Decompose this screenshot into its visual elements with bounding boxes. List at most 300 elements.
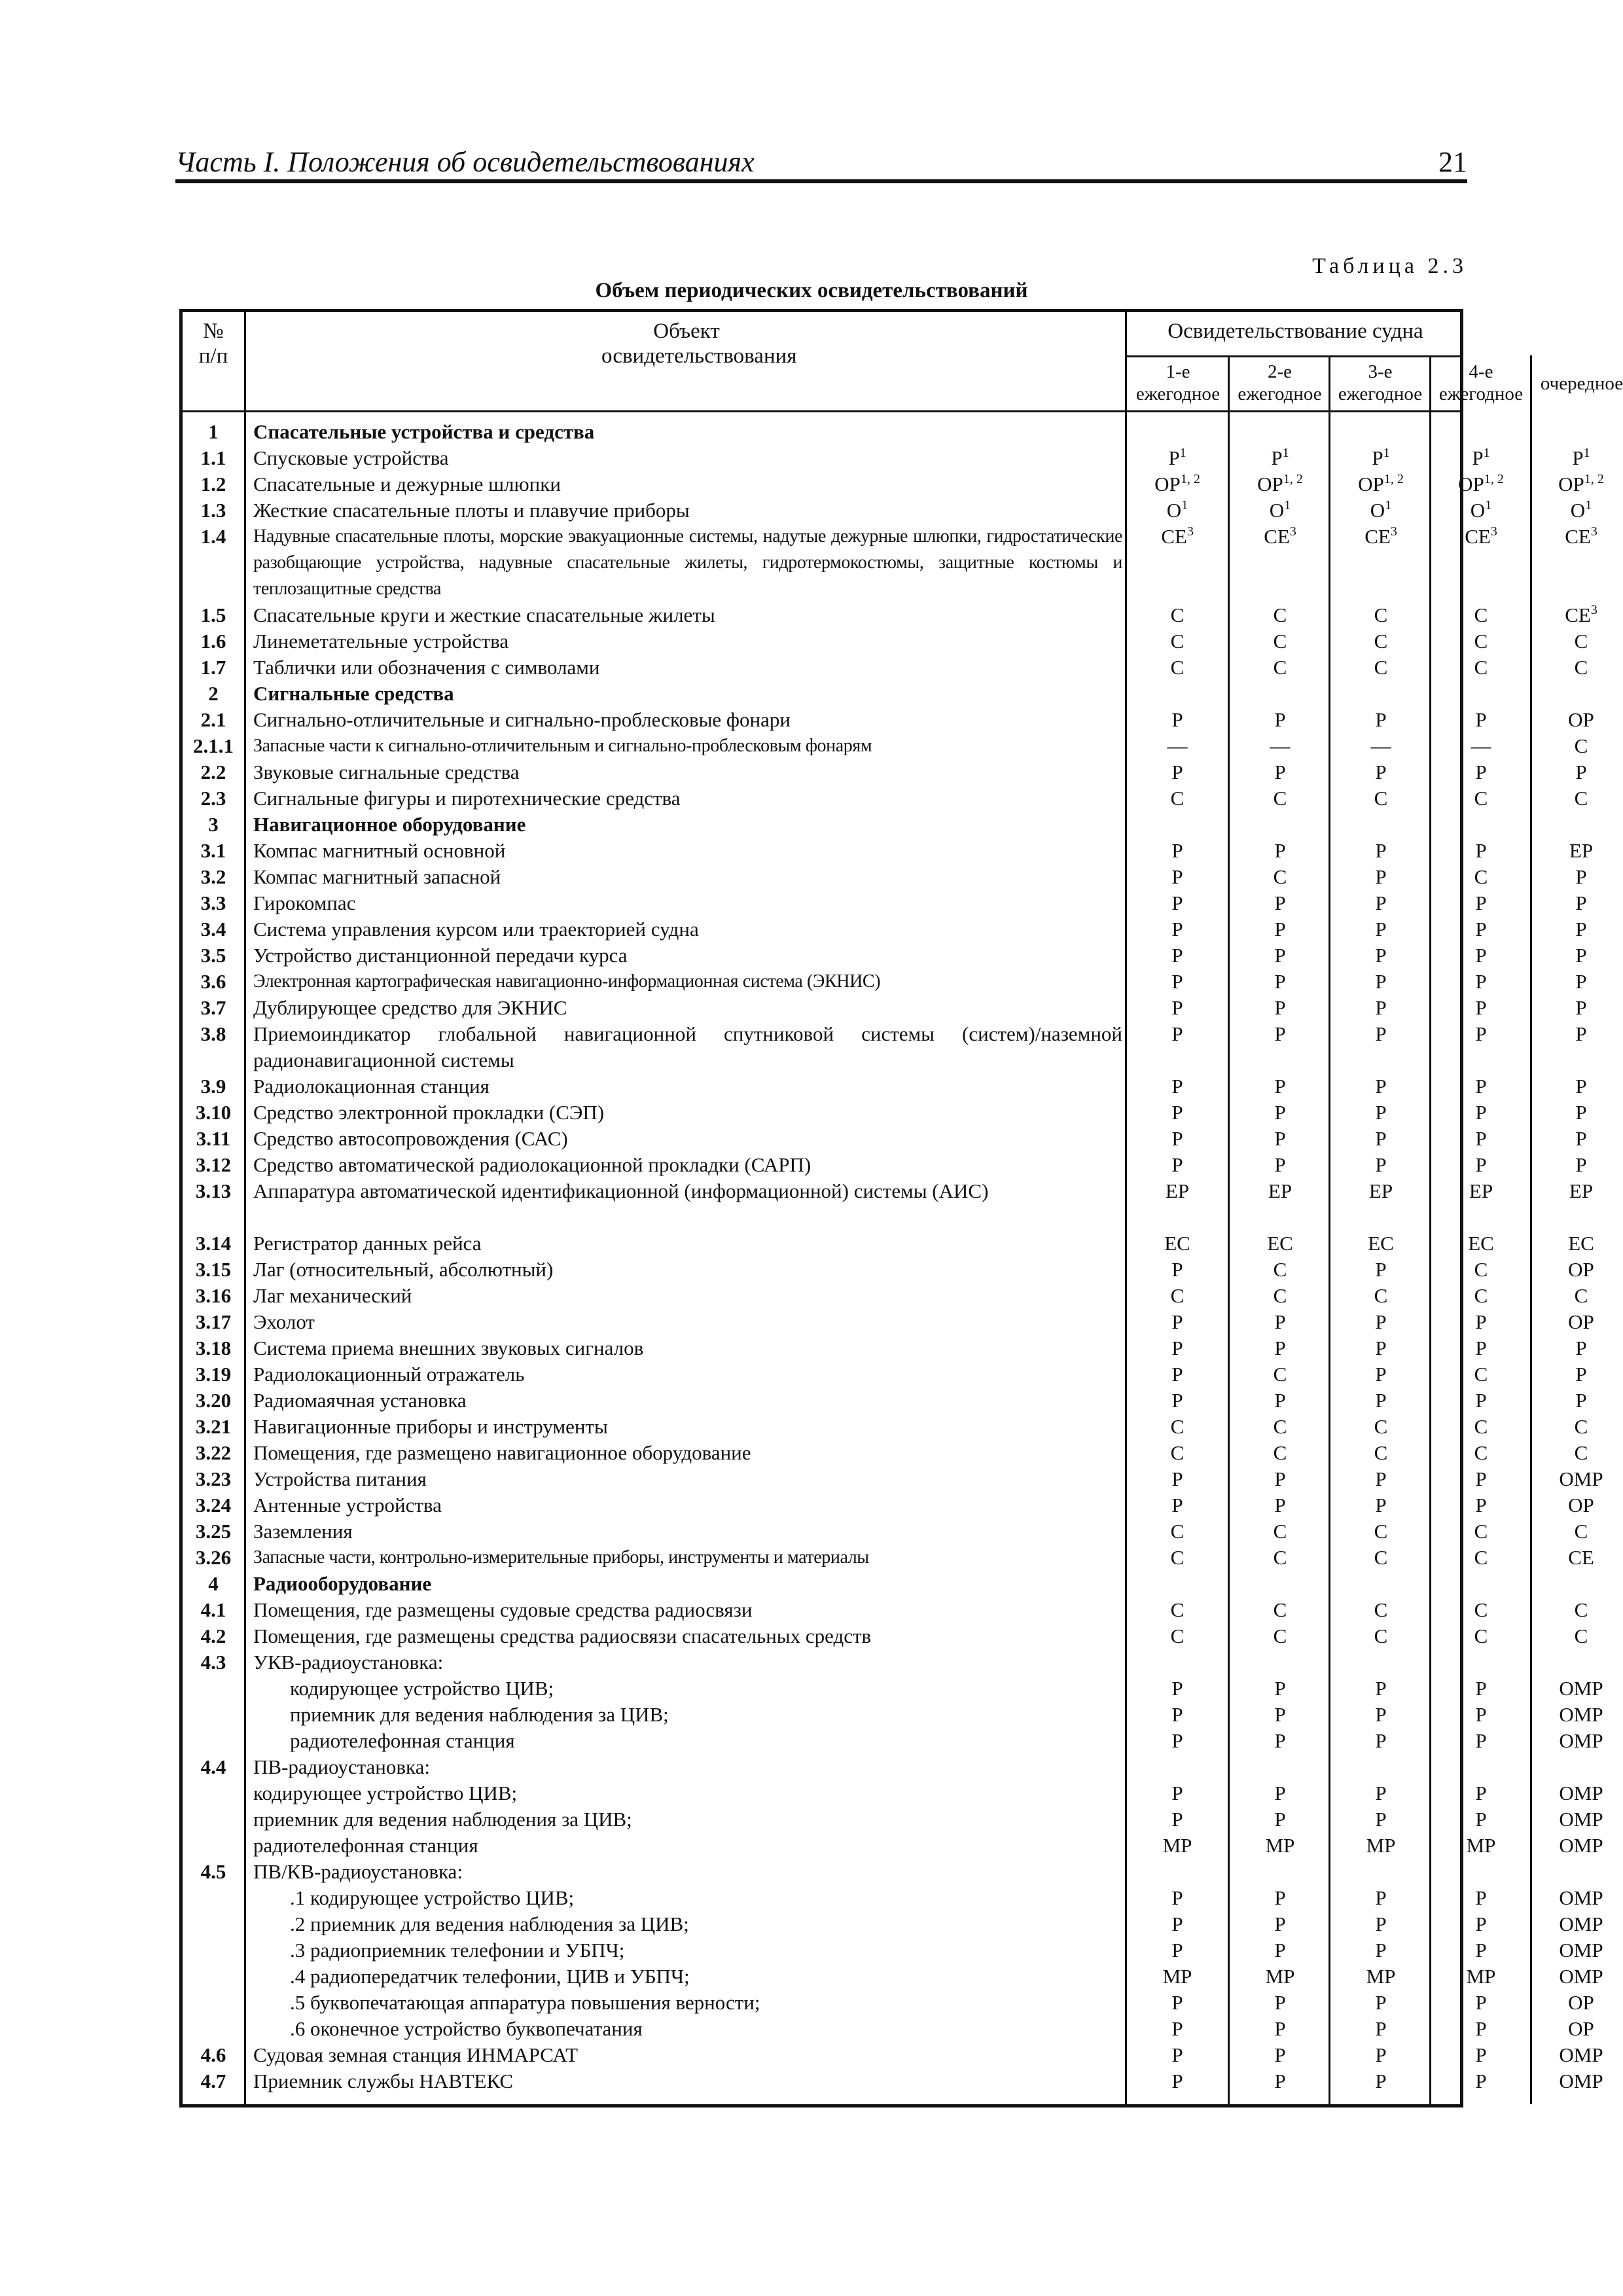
row-number: 3.19 <box>195 1363 232 1386</box>
row-object-name: Помещения, где размещены судовые средства радиосвязи <box>253 1598 753 1621</box>
row-survey-value: Р <box>1171 918 1183 941</box>
row-number: 2.3 <box>200 787 226 810</box>
row-number: 1.4 <box>200 525 226 548</box>
row-survey-value: ОМР <box>1559 2070 1603 2092</box>
row-survey-value: Р <box>1475 761 1487 783</box>
row-object-name: ПВ/КВ-радиоустановка: <box>253 1860 463 1883</box>
row-object-name: Устройство дистанционной передачи курса <box>253 944 628 967</box>
row-survey-value: С <box>1574 1520 1588 1543</box>
row-survey-value: Р <box>1475 708 1487 731</box>
row-number: 3.14 <box>195 1232 232 1255</box>
footnote-ref: 1 <box>1385 498 1392 512</box>
table-row <box>183 681 1460 707</box>
table-row <box>183 1885 1603 1911</box>
table-row <box>183 1964 1603 1990</box>
row-survey-value: Р <box>1375 1022 1387 1045</box>
row-survey-value: Р <box>1375 1363 1387 1386</box>
row-survey-value: Р <box>1375 1939 1387 1962</box>
row-survey-value: Р <box>1171 1729 1183 1752</box>
row-survey-value: Р <box>1475 1729 1487 1752</box>
row-survey-value: Р <box>1375 1075 1387 1098</box>
table-row <box>183 1230 1594 1257</box>
row-survey-value: МР <box>1466 1965 1496 1988</box>
row-survey-value: Р <box>1375 2043 1387 2066</box>
row-number: 3.15 <box>195 1258 232 1281</box>
row-survey-value: Р <box>1475 996 1487 1019</box>
row-survey-value: ОМР <box>1559 1467 1603 1490</box>
row-survey-value: Р <box>1375 839 1387 862</box>
row-survey-value: С <box>1474 1441 1488 1464</box>
row-number: 4.5 <box>200 1860 226 1883</box>
row-survey-value: Р <box>1274 1886 1286 1909</box>
row-survey-value: — <box>1270 734 1291 757</box>
row-survey-value: С <box>1474 787 1488 810</box>
row-survey-value: С <box>1374 603 1388 626</box>
table-row <box>183 1597 1588 1623</box>
row-survey-value: С <box>1170 603 1185 626</box>
table-row <box>183 1361 1587 1388</box>
row-survey-value: Р <box>1171 970 1183 993</box>
row-survey-value: С <box>1574 1624 1588 1647</box>
row-survey-value: ЕР <box>1268 1179 1293 1202</box>
table-row <box>183 1335 1587 1361</box>
row-object-name: Сигнально-отличительные и сигнально-проблесковые фонари <box>253 708 791 731</box>
row-survey-value: $Р^1$ <box>1168 446 1186 469</box>
row-survey-value: Р <box>1171 1677 1183 1700</box>
row-object-name: Лаг (относительный, абсолютный) <box>253 1258 554 1281</box>
row-object-name: Компас магнитный основной <box>253 839 506 862</box>
row-object-name: Судовая земная станция ИНМАРСАТ <box>253 2043 578 2066</box>
row-survey-value: С <box>1273 787 1287 810</box>
row-object-name: Надувные спасательные плоты, морские эвакуационные системы, надутые дежурные шлюпки, гидростатические разобщающие устройства, надувные спасательные жилеты, гидротермокостюмы, защитные костюмы и теплозащитные средства <box>253 526 1122 599</box>
row-survey-value: Р <box>1375 1127 1387 1150</box>
row-survey-value: Р <box>1171 1310 1183 1333</box>
table-row <box>183 1702 1603 1728</box>
row-survey-value: С <box>1273 630 1287 653</box>
table-row <box>183 2016 1594 2042</box>
row-survey-value: Р <box>1375 1886 1387 1909</box>
table-row <box>183 812 1460 838</box>
row-survey-value: Р <box>1475 1389 1487 1412</box>
row-survey-value: Р <box>1171 2070 1183 2092</box>
row-survey-value: СЕ <box>1568 1546 1594 1569</box>
row-survey-value: С <box>1374 1598 1388 1621</box>
row-survey-value: Р <box>1171 865 1183 888</box>
table-label: Таблица 2.3 <box>1312 254 1467 278</box>
row-survey-value: Р <box>1375 1153 1387 1176</box>
row-survey-value: С <box>1374 1441 1388 1464</box>
header-survey-group: Освидетельствование судна <box>1168 319 1423 343</box>
footnote-ref: 1 <box>1483 446 1490 460</box>
row-survey-value: С <box>1374 1520 1388 1543</box>
row-survey-value: С <box>1170 1441 1185 1464</box>
row-survey-value: Р <box>1575 1075 1587 1098</box>
row-survey-value: С <box>1374 630 1388 653</box>
row-survey-value: Р <box>1475 2070 1487 2092</box>
table-row <box>183 1571 1460 1597</box>
row-survey-value: Р <box>1575 1101 1587 1124</box>
row-survey-value: Р <box>1171 1075 1183 1098</box>
row-survey-value: С <box>1170 1520 1185 1543</box>
footnote-ref: 1 <box>1585 498 1592 512</box>
row-object-name: Спусковые устройства <box>253 446 449 469</box>
row-object-name: Сигнальные средства <box>253 682 454 705</box>
row-survey-value: С <box>1170 630 1185 653</box>
table-row <box>183 916 1587 942</box>
footnote-ref: 1 <box>1179 446 1186 460</box>
row-survey-value: Р <box>1575 865 1587 888</box>
row-survey-value: Р <box>1171 839 1183 862</box>
row-survey-value: Р <box>1274 970 1286 993</box>
row-survey-value: Р <box>1475 1912 1487 1935</box>
row-number: 3.1 <box>200 839 226 862</box>
row-survey-value: С <box>1474 1546 1488 1569</box>
footnote-ref: 3 <box>1590 524 1597 539</box>
row-survey-value: Р <box>1475 1310 1487 1333</box>
row-survey-value: Р <box>1171 1153 1183 1176</box>
row-number: 3.21 <box>195 1415 232 1438</box>
row-survey-value: Р <box>1274 1991 1286 2014</box>
header-c3: 3-е ежегодное <box>1338 361 1423 404</box>
row-survey-value: Р <box>1575 1127 1587 1150</box>
row-number: 3.25 <box>195 1520 232 1543</box>
row-object-name: Лаг механический <box>253 1284 412 1307</box>
row-survey-value: С <box>1273 1520 1287 1543</box>
row-survey-value: С <box>1273 1258 1287 1281</box>
table-row <box>183 1806 1603 1833</box>
table-row <box>183 759 1587 785</box>
row-survey-value: ОР$^{1, 2}$ <box>1154 472 1200 495</box>
table-row <box>183 1623 1588 1649</box>
row-survey-value: С <box>1474 1624 1488 1647</box>
row-survey-value: Р <box>1475 918 1487 941</box>
row-survey-value: — <box>1471 734 1491 757</box>
row-survey-value: С <box>1574 1441 1588 1464</box>
row-survey-value: Р <box>1171 1389 1183 1412</box>
row-survey-value: С <box>1170 1624 1185 1647</box>
row-survey-value: ОР <box>1568 1310 1594 1333</box>
row-survey-value: ОМР <box>1559 2043 1603 2066</box>
row-survey-value: С <box>1170 787 1185 810</box>
row-number: 3.16 <box>195 1284 232 1307</box>
row-number: 4.4 <box>200 1755 226 1778</box>
row-survey-value: С <box>1374 787 1388 810</box>
row-survey-value: Р <box>1274 1101 1286 1124</box>
row-number: 4 <box>208 1572 219 1595</box>
row-survey-value: ОМР <box>1559 1677 1603 1700</box>
table-row <box>183 890 1587 916</box>
row-survey-value: С <box>1273 1415 1287 1438</box>
row-survey-value: $СЕ^3$ <box>1364 524 1397 548</box>
row-survey-value: ОР <box>1568 1494 1594 1516</box>
row-number: 3.8 <box>200 1022 226 1045</box>
row-survey-value: МР <box>1162 1965 1192 1988</box>
footnote-ref: 1 <box>1282 446 1289 460</box>
row-survey-value: Р <box>1575 1022 1587 1045</box>
row-survey-value: С <box>1574 734 1588 757</box>
row-survey-value: ЕС <box>1468 1232 1494 1255</box>
table-row <box>183 1257 1594 1283</box>
row-object-name: Гирокомпас <box>253 891 356 914</box>
table-row <box>183 1283 1588 1309</box>
table-row <box>183 1990 1594 2016</box>
row-survey-value: С <box>1170 1598 1185 1621</box>
row-number: 3.18 <box>195 1336 232 1359</box>
footnote-ref: 1 <box>1284 498 1291 512</box>
footnote-ref: 1, 2 <box>1584 472 1604 486</box>
row-survey-value: С <box>1374 1415 1388 1438</box>
row-object-name: Устройства питания <box>253 1467 427 1490</box>
row-survey-value: ОМР <box>1559 1965 1603 1988</box>
row-object-name: Радиолокационная станция <box>253 1075 490 1098</box>
row-survey-value: Р <box>1171 1363 1183 1386</box>
row-survey-value: С <box>1574 787 1588 810</box>
row-survey-value: С <box>1474 1415 1488 1438</box>
row-object-name: Приемник службы НАВТЕКС <box>253 2070 514 2092</box>
footnote-ref: 3 <box>1390 524 1397 539</box>
row-survey-value: С <box>1574 1284 1588 1307</box>
row-survey-value: Р <box>1171 1782 1183 1804</box>
row-survey-value: Р <box>1475 1939 1487 1962</box>
row-object-name: Навигационные приборы и инструменты <box>253 1415 608 1438</box>
table-row <box>183 1728 1603 1754</box>
row-survey-value: ОР <box>1568 1258 1594 1281</box>
row-number: 3.24 <box>195 1494 232 1516</box>
row-survey-value: Р <box>1575 970 1587 993</box>
row-object-name: Сигнальные фигуры и пиротехнические средства <box>253 787 681 810</box>
table-row <box>183 1676 1603 1702</box>
row-number: 2.1.1 <box>193 734 234 757</box>
row-object-name: Приемоиндикатор глобальной навигационной спутниковой системы (систем)/наземной радионавигационной системы <box>253 1022 1122 1071</box>
row-survey-value: Р <box>1375 1101 1387 1124</box>
row-survey-value: ЕС <box>1267 1232 1293 1255</box>
header-c2: 2-е ежегодное <box>1238 361 1322 404</box>
page-number: 21 <box>1438 146 1467 178</box>
row-number: 3.20 <box>195 1389 232 1412</box>
row-survey-value: Р <box>1171 1703 1183 1726</box>
row-survey-value: Р <box>1274 1467 1286 1490</box>
row-survey-value: Р <box>1575 918 1587 941</box>
row-survey-value: Р <box>1171 761 1183 783</box>
row-survey-value: Р <box>1375 1703 1387 1726</box>
row-survey-value: Р <box>1575 761 1587 783</box>
row-survey-value: Р <box>1274 1939 1286 1962</box>
row-survey-value: ОМР <box>1559 1729 1603 1752</box>
row-survey-value: С <box>1474 1598 1488 1621</box>
table-row <box>183 1309 1594 1335</box>
row-survey-value: $Р^1$ <box>1372 446 1390 469</box>
row-number: 3.9 <box>200 1075 226 1098</box>
row-survey-value: $Р^1$ <box>1572 446 1590 469</box>
row-survey-value: Р <box>1375 944 1387 967</box>
row-object-name: Антенные устройства <box>253 1494 442 1516</box>
row-survey-value: Р <box>1171 944 1183 967</box>
row-number: 1.5 <box>200 603 226 626</box>
row-survey-value: ОР$^{1, 2}$ <box>1257 472 1303 495</box>
row-survey-value: С <box>1273 865 1287 888</box>
row-survey-value: Р <box>1171 1991 1183 2014</box>
row-survey-value: Р <box>1375 891 1387 914</box>
row-object-name: Жесткие спасательные плоты и плавучие приборы <box>253 499 690 522</box>
table-row <box>183 838 1594 864</box>
table-row <box>183 445 1590 471</box>
row-object-name: Навигационное оборудование <box>253 813 526 836</box>
row-number: 3 <box>208 813 219 836</box>
table-row <box>183 707 1594 733</box>
row-number: 1 <box>208 420 219 443</box>
row-number: 3.17 <box>195 1310 232 1333</box>
row-survey-value: Р <box>1274 1494 1286 1516</box>
table-row <box>183 1414 1588 1440</box>
table-row <box>183 733 1588 759</box>
row-survey-value: С <box>1170 1415 1185 1438</box>
row-survey-value: С <box>1574 1598 1588 1621</box>
row-number: 3.12 <box>195 1153 232 1176</box>
table-title: Объем периодических освидетельствований <box>595 279 1028 302</box>
table-row <box>183 942 1587 969</box>
row-object-name: Регистратор данных рейса <box>253 1232 482 1255</box>
row-number: 3.26 <box>195 1546 232 1569</box>
row-survey-value: Р <box>1575 1153 1587 1176</box>
row-survey-value: Р <box>1375 1808 1387 1831</box>
row-survey-value: Р <box>1375 1389 1387 1412</box>
row-object-name: Запасные части к сигнально-отличительным и сигнально-проблесковым фонарям <box>253 736 872 756</box>
row-survey-value: Р <box>1274 2043 1286 2066</box>
row-survey-value: $СЕ^3$ <box>1264 524 1296 548</box>
row-survey-value: Р <box>1274 1153 1286 1176</box>
table-row <box>183 1937 1603 1964</box>
row-survey-value: Р <box>1274 1310 1286 1333</box>
row-survey-value: ЕС <box>1164 1232 1190 1255</box>
row-survey-value: Р <box>1375 1729 1387 1752</box>
row-survey-value: Р <box>1171 1101 1183 1124</box>
row-survey-value: $СЕ^3$ <box>1565 603 1597 626</box>
row-survey-value: Р <box>1375 708 1387 731</box>
row-survey-value: С <box>1273 1363 1287 1386</box>
row-survey-value: Р <box>1475 1494 1487 1516</box>
row-survey-value: С <box>1374 656 1388 679</box>
row-object-name: Радиолокационный отражатель <box>253 1363 525 1386</box>
row-survey-value: МР <box>1162 1834 1192 1857</box>
row-survey-value: С <box>1170 1284 1185 1307</box>
row-survey-value: С <box>1273 1624 1287 1647</box>
row-survey-value: ЕС <box>1568 1232 1594 1255</box>
row-number: 4.1 <box>200 1598 226 1621</box>
table-row <box>183 2042 1603 2068</box>
row-survey-value: $СЕ^3$ <box>1161 524 1194 548</box>
row-survey-value: Р <box>1375 761 1387 783</box>
row-survey-value: ОР <box>1568 708 1594 731</box>
row-survey-value: С <box>1474 1363 1488 1386</box>
row-survey-value: Р <box>1375 865 1387 888</box>
table-row <box>183 1152 1587 1178</box>
table-row <box>183 471 1604 497</box>
row-survey-value: Р <box>1475 1886 1487 1909</box>
row-number: 3.11 <box>196 1127 231 1150</box>
row-survey-value: ЕР <box>1569 839 1594 862</box>
row-number: 2.1 <box>200 708 226 731</box>
row-survey-value: Р <box>1274 1729 1286 1752</box>
row-survey-value: Р <box>1171 1022 1183 1045</box>
row-number: 3.10 <box>195 1101 232 1124</box>
table-row <box>183 419 1460 445</box>
row-survey-value: С <box>1170 1546 1185 1569</box>
row-survey-value: Р <box>1375 918 1387 941</box>
footnote-ref: 3 <box>1186 524 1194 539</box>
footnote-ref: 1 <box>1583 446 1590 460</box>
row-survey-value: ОР <box>1568 1991 1594 2014</box>
row-number: 1.3 <box>200 499 226 522</box>
row-survey-value: Р <box>1274 1336 1286 1359</box>
row-survey-value: ЕС <box>1368 1232 1394 1255</box>
row-survey-value: Р <box>1274 2017 1286 2040</box>
row-survey-value: ОМР <box>1559 1834 1603 1857</box>
row-object-name: Заземления <box>253 1520 353 1543</box>
row-object-name: радиотелефонная станция <box>253 1834 478 1857</box>
row-survey-value: ЕР <box>1469 1179 1493 1202</box>
footnote-ref: 3 <box>1590 603 1597 617</box>
row-object-name: .3 радиоприемник телефонии и УБПЧ; <box>290 1939 625 1962</box>
row-survey-value: Р <box>1475 839 1487 862</box>
row-survey-value: Р <box>1171 2043 1183 2066</box>
row-object-name: Средство автоматической радиолокационной прокладки (САРП) <box>253 1153 812 1176</box>
row-survey-value: $О^1$ <box>1470 498 1492 522</box>
row-object-name: ПВ-радиоустановка: <box>253 1755 430 1778</box>
row-survey-value: Р <box>1274 1808 1286 1831</box>
row-survey-value: Р <box>1475 1127 1487 1150</box>
header-c4: 4-е ежегодное <box>1438 361 1524 404</box>
row-survey-value: Р <box>1274 891 1286 914</box>
row-survey-value: $СЕ^3$ <box>1465 524 1497 548</box>
row-survey-value: Р <box>1171 1467 1183 1490</box>
page-header <box>175 140 1467 183</box>
row-survey-value: Р <box>1375 1677 1387 1700</box>
row-survey-value: Р <box>1375 1991 1387 2014</box>
row-survey-value: Р <box>1274 944 1286 967</box>
row-survey-value: Р <box>1475 1782 1487 1804</box>
row-survey-value: Р <box>1475 1677 1487 1700</box>
row-survey-value: Р <box>1475 944 1487 967</box>
row-survey-value: ОМР <box>1559 1782 1603 1804</box>
row-number: 1.6 <box>200 630 226 653</box>
row-survey-value: Р <box>1375 1912 1387 1935</box>
row-survey-value: С <box>1574 656 1588 679</box>
table-row <box>183 1100 1587 1126</box>
row-survey-value: ОМР <box>1559 1703 1603 1726</box>
row-survey-value: С <box>1574 1415 1588 1438</box>
footnote-ref: 1 <box>1383 446 1390 460</box>
row-survey-value: С <box>1273 1284 1287 1307</box>
row-survey-value: С <box>1474 656 1488 679</box>
row-survey-value: С <box>1374 1284 1388 1307</box>
row-object-name: Таблички или обозначения с символами <box>253 656 600 679</box>
row-object-name: Аппаратура автоматической идентификационной (информационной) системы (АИС) <box>253 1179 989 1202</box>
row-survey-value: Р <box>1375 1336 1387 1359</box>
row-object-name: Спасательные устройства и средства <box>253 420 595 443</box>
row-survey-value: С <box>1374 1546 1388 1569</box>
table-row <box>183 1440 1588 1466</box>
row-survey-value: С <box>1474 865 1488 888</box>
table-row <box>183 1780 1603 1806</box>
table-body <box>183 419 1604 2094</box>
footnote-ref: 1, 2 <box>1180 472 1200 486</box>
row-survey-value: С <box>1374 1624 1388 1647</box>
grid-line <box>183 410 1460 412</box>
row-number: 4.3 <box>200 1651 226 1674</box>
row-object-name: Эхолот <box>253 1310 315 1333</box>
row-survey-value: ОР$^{1, 2}$ <box>1458 472 1504 495</box>
row-survey-value: Р <box>1375 1258 1387 1281</box>
